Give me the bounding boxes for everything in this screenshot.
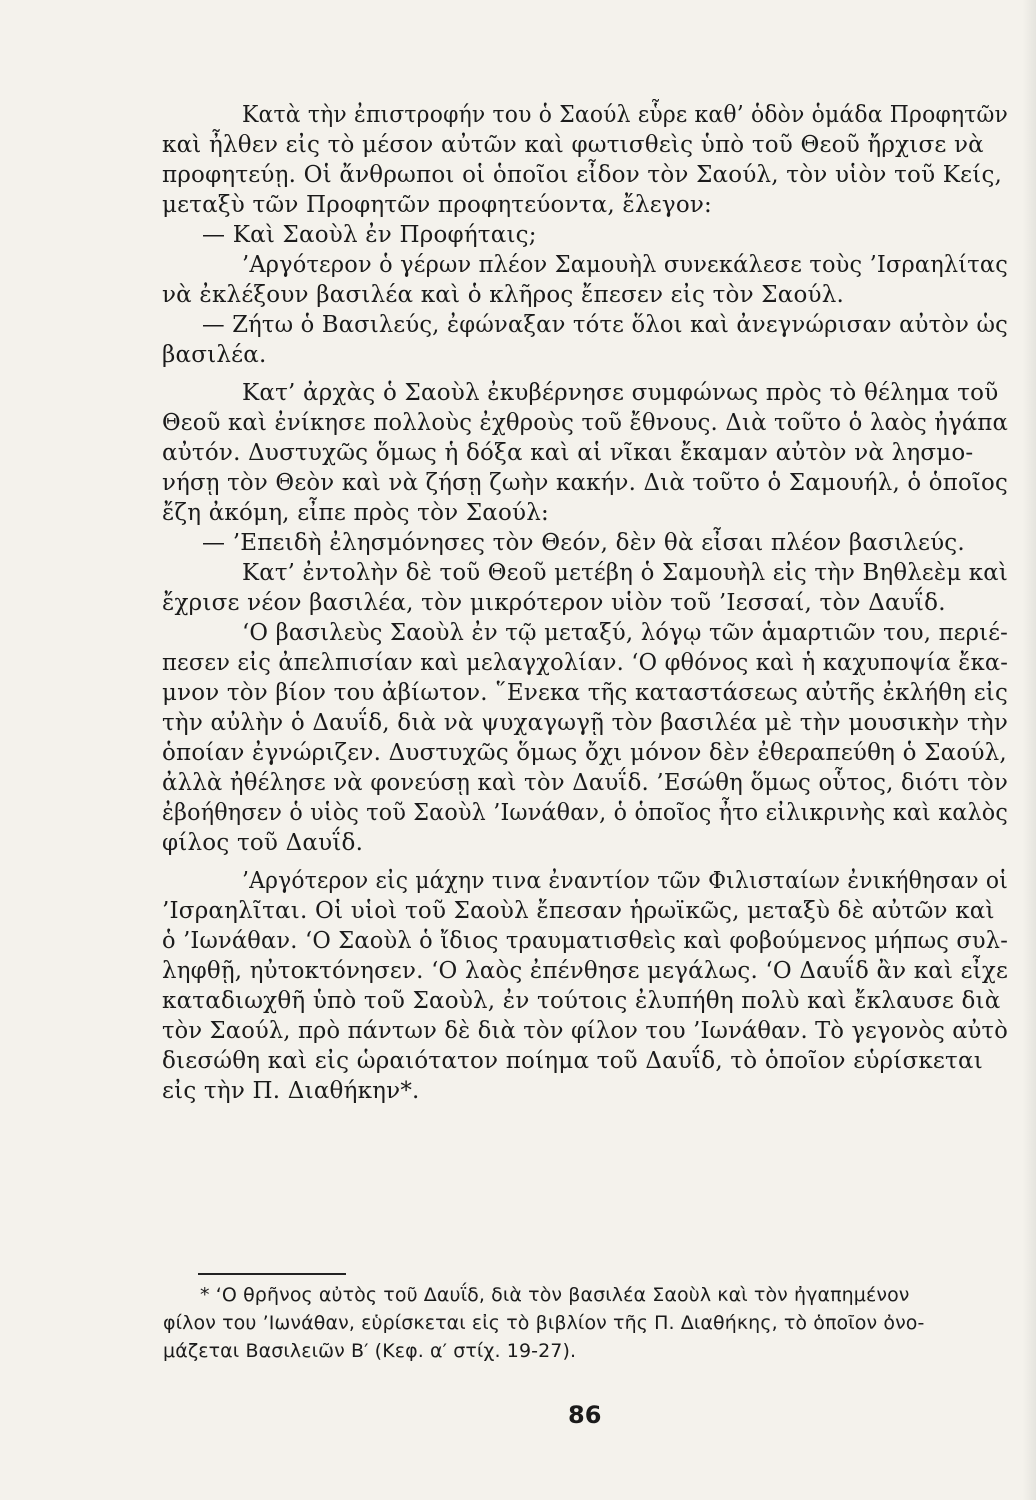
footnote-line: φίλον του ’Ιωνάθαν, εὑρίσκεται εἰς τὸ βιβλίον τῆς Π. Διαθήκης, τὸ ὁποῖον ὀνο- [163, 1312, 925, 1334]
text-line: ἐβοήθησεν ὁ υἱὸς τοῦ Σαοὺλ ’Ιωνάθαν, ὁ ὁποῖος ἦτο εἰλικρινὴς καὶ καλὸς [162, 800, 1008, 826]
text-line: ’Ισραηλῖται. Οἱ υἱοὶ τοῦ Σαοὺλ ἔπεσαν ἡρωϊκῶς, μεταξὺ δὲ αὐτῶν καὶ [162, 898, 995, 924]
text-line: ὁ ’Ιωνάθαν. ‘Ο Σαοὺλ ὁ ἴδιος τραυματισθεὶς καὶ φοβούμενος μήπως συλ- [162, 928, 1009, 954]
text-line: καταδιωχθῆ ὑπὸ τοῦ Σαοὺλ, ἐν τούτοις ἐλυπήθη πολὺ καὶ ἔκλαυσε διὰ [162, 988, 1001, 1014]
text-line: καὶ ἦλθεν εἰς τὸ μέσον αὐτῶν καὶ φωτισθεὶς ὑπὸ τοῦ Θεοῦ ἤρχισε νὰ [162, 132, 984, 158]
text-line: ἔζη ἀκόμη, εἶπε πρὸς τὸν Σαούλ: [162, 500, 549, 526]
text-line: προφητεύῃ. Οἱ ἄνθρωποι οἱ ὁποῖοι εἶδον τὸν Σαούλ, τὸν υἱὸν τοῦ Κείς, [162, 162, 1003, 188]
text-line: ’Αργότερον εἰς μάχην τινα ἐναντίον τῶν Φιλισταίων ἐνικήθησαν οἱ [242, 868, 1008, 894]
text-line: ὁποίαν ἐγνώριζεν. Δυστυχῶς ὅμως ὄχι μόνον δὲν ἐθεραπεύθη ὁ Σαούλ, [162, 740, 1007, 766]
text-line: φίλος τοῦ Δαυΐδ. [162, 830, 364, 856]
text-line: νήσῃ τὸν Θεὸν καὶ νὰ ζήσῃ ζωὴν κακήν. Διὰ τοῦτο ὁ Σαμουήλ, ὁ ὁποῖος [162, 470, 1008, 496]
text-line: διεσώθη καὶ εἰς ὡραιότατον ποίημα τοῦ Δαυΐδ, τὸ ὁποῖον εὑρίσκεται [162, 1048, 983, 1074]
text-line: Θεοῦ καὶ ἐνίκησε πολλοὺς ἐχθροὺς τοῦ ἔθνους. Διὰ τοῦτο ὁ λαὸς ἠγάπα [162, 410, 1009, 436]
text-line: μεταξὺ τῶν Προφητῶν προφητεύοντα, ἔλεγον: [162, 192, 712, 218]
page-number: 86 [568, 1401, 602, 1429]
text-line: ἀλλὰ ἠθέλησε νὰ φονεύσῃ καὶ τὸν Δαυΐδ. ’Εσώθη ὅμως οὗτος, διότι τὸν [162, 770, 1009, 796]
text-line: βασιλέα. [162, 342, 267, 368]
text-line: ἔχρισε νέον βασιλέα, τὸν μικρότερον υἱὸν τοῦ ’Ιεσσαί, τὸν Δαυΐδ. [162, 590, 946, 616]
text-line: ληφθῇ, ηὐτοκτόνησεν. ‘Ο λαὸς ἐπένθησε μεγάλως. ‘Ο Δαυΐδ ἂν καὶ εἶχε [162, 958, 1009, 984]
text-line: εἰς τὴν Π. Διαθήκην*. [162, 1078, 420, 1104]
text-line: τὸν Σαούλ, πρὸ πάντων δὲ διὰ τὸν φίλον του ’Ιωνάθαν. Τὸ γεγονὸς αὐτὸ [162, 1018, 1008, 1044]
text-line: ‘Ο βασιλεὺς Σαοὺλ ἐν τῷ μεταξύ, λόγῳ τῶν ἁμαρτιῶν του, περιέ- [242, 620, 1009, 646]
text-line: πεσεν εἰς ἀπελπισίαν καὶ μελαγχολίαν. ‘Ο φθόνος καὶ ἡ καχυποψία ἔκα- [162, 650, 1009, 676]
text-line: Κατὰ τὴν ἐπιστροφήν του ὁ Σαούλ εὗρε καθ’ ὁδὸν ὁμάδα Προφητῶν [242, 102, 1009, 128]
footnote-line: * ‘Ο θρῆνος αὐτὸς τοῦ Δαυΐδ, διὰ τὸν βασιλέα Σαοὺλ καὶ τὸν ἠγαπημένον [200, 1284, 910, 1306]
text-line: Κατ’ ἐντολὴν δὲ τοῦ Θεοῦ μετέβη ὁ Σαμουὴλ εἰς τὴν Βηθλεὲμ καὶ [242, 560, 1008, 586]
text-line: — Καὶ Σαοὺλ ἐν Προφήταις; [202, 222, 537, 248]
text-line: νὰ ἐκλέξουν βασιλέα καὶ ὁ κλῆρος ἔπεσεν εἰς τὸν Σαούλ. [162, 282, 844, 308]
text-line: αὐτόν. Δυστυχῶς ὅμως ἡ δόξα καὶ αἱ νῖκαι ἔκαμαν αὐτὸν νὰ λησμο- [162, 440, 974, 466]
text-line: — Ζήτω ὁ Βασιλεύς, ἐφώναξαν τότε ὅλοι καὶ ἀνεγνώρισαν αὐτὸν ὡς [202, 312, 1009, 338]
text-line: — ’Επειδὴ ἐλησμόνησες τὸν Θεόν, δὲν θὰ εἶσαι πλέον βασιλεύς. [202, 530, 965, 556]
footnote-rule [198, 1273, 346, 1275]
text-line: ’Αργότερον ὁ γέρων πλέον Σαμουὴλ συνεκάλεσε τοὺς ’Ισραηλίτας [242, 252, 1009, 278]
text-line: μνον τὸν βίον του ἀβίωτον. ῞Ενεκα τῆς καταστάσεως αὐτῆς ἐκλήθη εἰς [162, 680, 1009, 706]
footnote-line: μάζεται Βασιλειῶν Β′ (Κεφ. α′ στίχ. 19-27). [163, 1340, 577, 1362]
text-line: Κατ’ ἀρχὰς ὁ Σαοὺλ ἐκυβέρνησε συμφώνως πρὸς τὸ θέλημα τοῦ [242, 380, 999, 406]
text-line: τὴν αὐλὴν ὁ Δαυΐδ, διὰ νὰ ψυχαγωγῇ τὸν βασιλέα μὲ τὴν μουσικὴν τὴν [162, 710, 1009, 736]
page-edge-shadow [1022, 0, 1036, 1500]
